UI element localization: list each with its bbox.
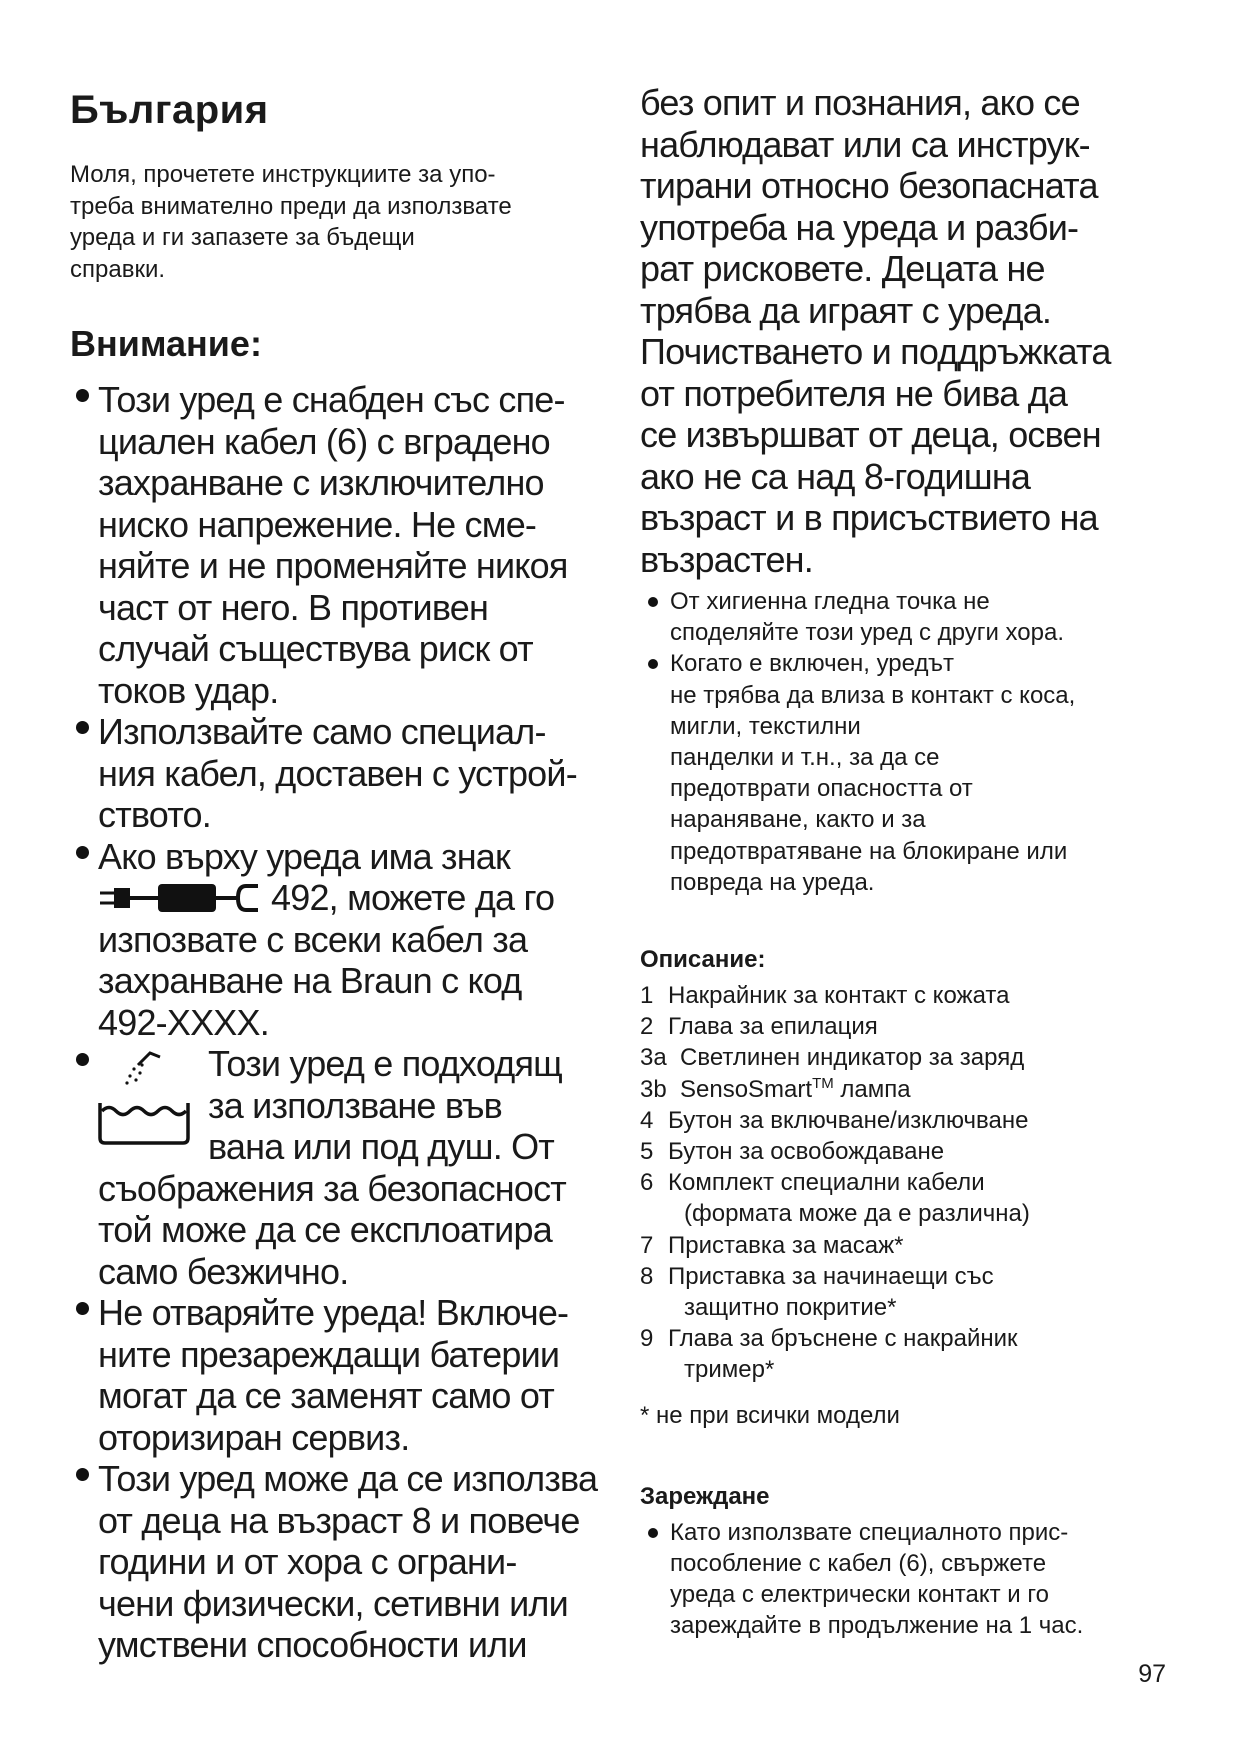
bullet-icon xyxy=(76,1302,89,1315)
page-title: България xyxy=(70,88,269,132)
warning-item xyxy=(70,1458,610,1666)
charging-item xyxy=(640,1517,1185,1642)
warning-item-text: Използвайте само специал- ния кабел, доставен с устрой- ството. xyxy=(98,711,577,835)
description-text: Глава за епилация xyxy=(668,1013,878,1041)
description-number: 5 xyxy=(640,1138,654,1166)
warning-item-text: Този уред може да се използва от деца на възраст 8 и повече години и от хора с ограни- чени физически, сетивни или умствени способности или xyxy=(98,1458,598,1665)
description-text-after: лампа xyxy=(833,1075,911,1103)
description-text: Глава за бръснене с накрайник xyxy=(668,1325,1018,1353)
warning-item xyxy=(70,1292,610,1458)
page-number: 97 xyxy=(1138,1660,1166,1688)
description-heading: Описание: xyxy=(640,946,766,974)
bullet-icon xyxy=(76,1468,89,1481)
description-number: 2 xyxy=(640,1013,654,1041)
continuation-text: без опит и познания, ако се наблюдават или са инструк- тирани относно безопасната употреба на уреда и разби- рат рисковете. Децата не трябва да играят с уреда. Почистването и поддръжката от потребителя не бива да се извършват от деца, освен ако не са над 8-годишна възраст и в присъствието на възрастен. xyxy=(640,82,1111,580)
hygiene-item xyxy=(640,648,1185,898)
bullet-icon xyxy=(76,389,89,402)
description-item xyxy=(640,1136,1185,1167)
bath-shower-icon xyxy=(98,1043,208,1163)
description-item xyxy=(640,980,1185,1011)
warning-item xyxy=(70,836,610,1044)
left-column xyxy=(70,82,610,1666)
plug-code-text: 492, можете да го xyxy=(271,877,555,918)
bullet-icon xyxy=(648,597,658,607)
hygiene-item-text: Когато е включен, уредът не трябва да влиза в контакт с коса, мигли, текстилни панделки и т.н., за да се предотврати опасността от нараняване, както и за предотвратяване на блокиране или повреда на уреда. xyxy=(670,650,1076,896)
description-item xyxy=(640,1323,1185,1385)
hygiene-list xyxy=(640,586,1185,898)
description-number: 3a xyxy=(640,1044,667,1072)
warning-item xyxy=(70,379,610,711)
bullet-icon xyxy=(76,1053,89,1066)
continuation-block xyxy=(640,82,1185,580)
charging-list xyxy=(640,1517,1185,1642)
plug-rest-text: изпозвате с всеки кабел за захранване на Braun с код 492-XXXX. xyxy=(98,918,528,1043)
bullet-icon xyxy=(648,659,658,669)
power-plug-icon xyxy=(98,880,263,916)
footnote: * не при всички модели xyxy=(640,1401,900,1429)
hygiene-item-text: От хигиенна гледна точка не споделяйте този уред с други хора. xyxy=(670,588,1064,647)
description-number: 1 xyxy=(640,982,654,1010)
description-text: Светлинен индикатор за заряд xyxy=(680,1044,1025,1072)
description-text: Бутон за освобождаване xyxy=(668,1138,945,1166)
charging-item-text: Като използвате специалното прис- пособление с кабел (6), свържете уреда с електрически контакт и го зареждайте в продължение на 1 час. xyxy=(670,1518,1084,1640)
right-column xyxy=(640,82,1185,1642)
description-number: 3b xyxy=(640,1075,667,1103)
description-text: SensoSmart xyxy=(680,1075,813,1103)
description-continuation: тример* xyxy=(684,1356,775,1384)
description-text: Приставка за начинаещи със xyxy=(668,1262,994,1290)
shower-icon xyxy=(98,1043,198,1158)
description-item xyxy=(640,1230,1185,1261)
bath-text: Този уред е подходящ за използване във вана или под душ. От xyxy=(208,1043,562,1167)
warning-item-text: Този уред е снабден със спе- циален кабел (6) с вградено захранване с изключително ниско напрежение. Не сме- няйте и не променяйте никоя част от него. В противен случай съществува риск от токов удар. xyxy=(98,379,568,711)
description-item xyxy=(640,1167,1185,1229)
intro-text: Моля, прочетете инструкциите за упо- треба внимателно преди да използвате уреда и ги запазете за бъдещи справки. xyxy=(70,161,512,283)
description-item xyxy=(640,1074,1185,1105)
description-item xyxy=(640,1105,1185,1136)
description-text: Приставка за масаж* xyxy=(668,1231,904,1259)
description-continuation: защитно покритие* xyxy=(684,1294,897,1322)
warning-item-text: Не отваряйте уреда! Включе- ните презареждащи батерии могат да се заменят само от оторизиран сервиз. xyxy=(98,1292,569,1458)
description-item xyxy=(640,1042,1185,1073)
description-number: 6 xyxy=(640,1169,654,1197)
description-item xyxy=(640,1261,1185,1323)
charging-heading: Зареждане xyxy=(640,1482,770,1510)
description-number: 8 xyxy=(640,1262,654,1290)
description-text: Накрайник за контакт с кожата xyxy=(668,982,1010,1010)
bath-rest-text: съображения за безопасност той може да се експлоатира само безжично. xyxy=(98,1167,566,1292)
bullet-icon xyxy=(648,1528,658,1538)
bath-item xyxy=(70,1043,610,1292)
description-continuation: (формата може да е различна) xyxy=(684,1200,1030,1228)
warning-item-text: Ако върху уреда има знак xyxy=(98,835,510,877)
plug-symbol-line xyxy=(98,877,610,919)
description-number: 4 xyxy=(640,1106,654,1134)
bullet-icon xyxy=(76,846,89,859)
warning-item xyxy=(70,711,610,836)
description-list xyxy=(640,980,1185,1386)
warning-list xyxy=(70,379,610,1666)
description-number: 9 xyxy=(640,1325,654,1353)
warning-heading: Внимание: xyxy=(70,323,262,364)
description-number: 7 xyxy=(640,1231,654,1259)
bullet-icon xyxy=(76,721,89,734)
description-text: Комплект специални кабели xyxy=(668,1169,985,1197)
hygiene-item xyxy=(640,586,1185,648)
description-item xyxy=(640,1011,1185,1042)
description-text: Бутон за включване/изключване xyxy=(668,1106,1029,1134)
trademark-sup: TM xyxy=(812,1074,834,1092)
